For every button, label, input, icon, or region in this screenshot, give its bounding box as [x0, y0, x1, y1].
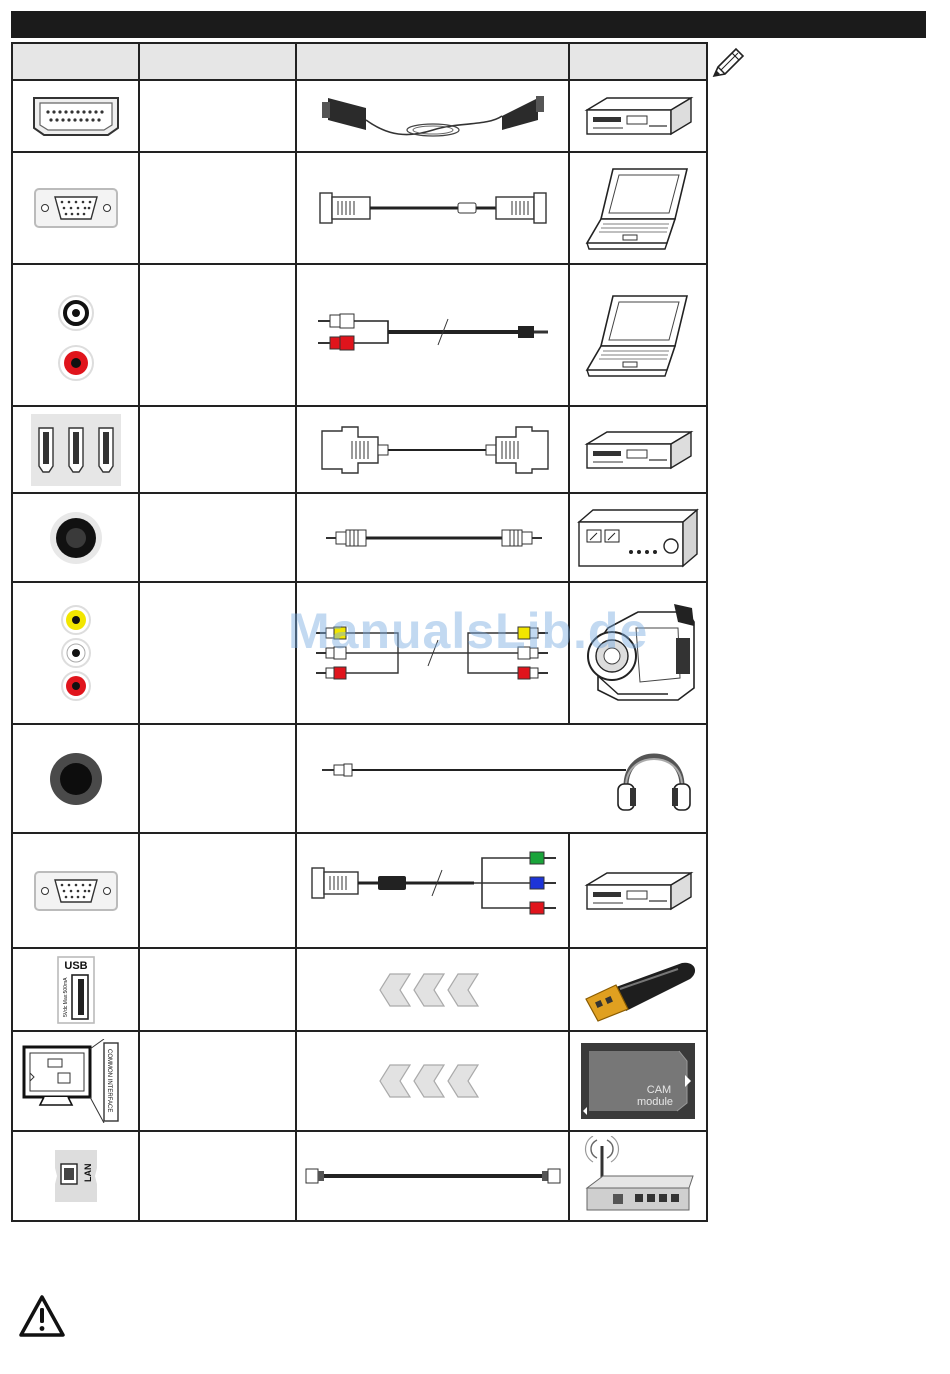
spdif-port-icon [12, 493, 139, 582]
table-row [12, 80, 707, 152]
usb-stick-icon [569, 948, 707, 1031]
cam-label: CAM [646, 1084, 672, 1096]
table-row [12, 1131, 707, 1221]
usb-label: USB [63, 959, 88, 972]
av-cable-icon [296, 582, 569, 724]
table-row [12, 493, 707, 582]
camcorder-icon [569, 582, 707, 724]
table-row [12, 724, 707, 833]
cam-module-label: module [636, 1096, 674, 1108]
table-row [12, 948, 707, 1031]
vga-port-icon [12, 152, 139, 264]
warning-triangle-icon [17, 1293, 67, 1339]
header-connector [12, 43, 139, 80]
laptop-icon [569, 264, 707, 406]
cam-module-icon [569, 1031, 707, 1131]
pc-audio-description [139, 264, 296, 406]
scart-description [139, 80, 296, 152]
vga-description [139, 152, 296, 264]
insert-arrows-icon [296, 948, 569, 1031]
hdmi-cable-icon [296, 406, 569, 493]
usb-port-icon [12, 948, 139, 1031]
lan-port-icon [12, 1131, 139, 1221]
lan-label: LAN [82, 1163, 93, 1182]
pencil-note-icon [711, 46, 747, 78]
table-row [12, 1031, 707, 1131]
table-row [12, 582, 707, 724]
audio-cable-icon [296, 264, 569, 406]
scart-cable-icon [296, 80, 569, 152]
vga-cable-icon [296, 152, 569, 264]
table-row [12, 833, 707, 948]
table-row [12, 406, 707, 493]
laptop-icon [569, 152, 707, 264]
title-bar [11, 11, 926, 38]
header-cables [296, 43, 569, 80]
router-icon [569, 1131, 707, 1221]
lan-description [139, 1131, 296, 1221]
watermark: ManualsLib.de [288, 603, 649, 659]
table-header-row [12, 43, 707, 80]
amplifier-icon [569, 493, 707, 582]
dvd-recorder-icon [569, 833, 707, 948]
headphone-cable-icon [296, 724, 707, 833]
header-type [139, 43, 296, 80]
pc-audio-port-icon [12, 264, 139, 406]
table-row [12, 152, 707, 264]
ypbpr-port-icon [12, 833, 139, 948]
headphone-description [139, 724, 296, 833]
table-row [12, 264, 707, 406]
ethernet-cable-icon [296, 1131, 569, 1221]
coaxial-cable-icon [296, 493, 569, 582]
ypbpr-description [139, 833, 296, 948]
usb-power-label: 5Vdc Max:500mA [62, 977, 69, 1017]
spdif-description [139, 493, 296, 582]
av-description [139, 582, 296, 724]
connection-table [11, 42, 708, 1222]
hdmi-description [139, 406, 296, 493]
dvd-recorder-icon [569, 80, 707, 152]
av-port-icon [12, 582, 139, 724]
headphone-port-icon [12, 724, 139, 833]
dvd-recorder-icon [569, 406, 707, 493]
usb-description [139, 948, 296, 1031]
ci-description [139, 1031, 296, 1131]
ci-slot-icon [12, 1031, 139, 1131]
header-device [569, 43, 707, 80]
insert-arrows-icon [296, 1031, 569, 1131]
hdmi-port-icon [12, 406, 139, 493]
scart-port-icon [12, 80, 139, 152]
ci-label: COMMON INTERFACE [105, 1049, 112, 1113]
ypbpr-cable-icon [296, 833, 569, 948]
